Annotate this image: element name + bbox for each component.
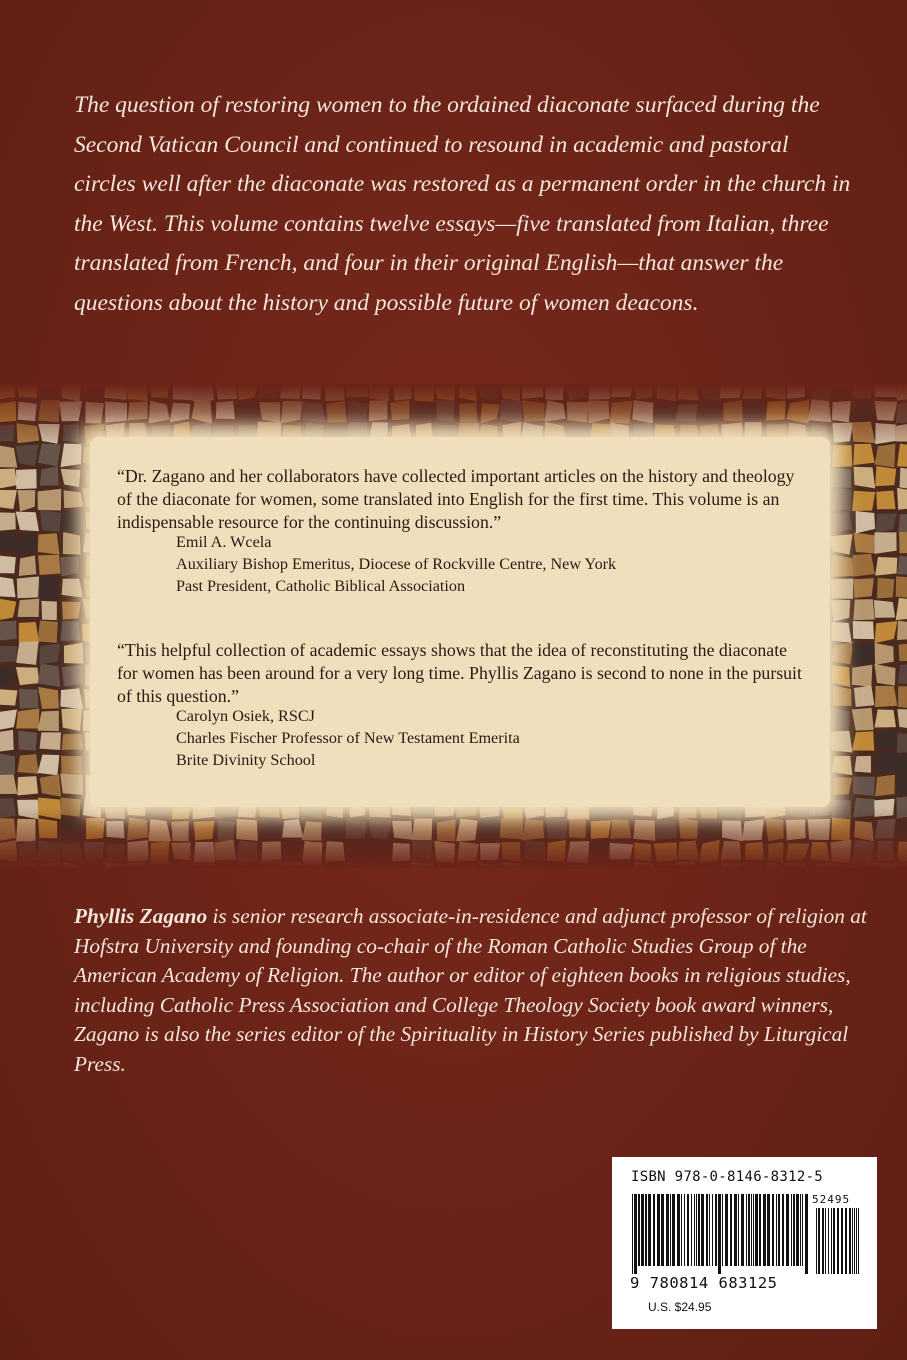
price-label: U.S. $24.95 [648,1300,712,1314]
barcode-digits: 9 780814 683125 [630,1274,778,1292]
author-name: Phyllis Zagano [74,904,208,928]
endorsement-quote-1: “Dr. Zagano and her collaborators have collected important articles on the history and theology of the diaconate for women, some translated into English for the first time. This volume is an indispensable resource for the continuing discussion.” [117,466,795,532]
barcode-addon-number: 52495 [812,1193,851,1206]
endorsement-attribution-1 [176,531,816,597]
endorser-title: Charles Fischer Professor of New Testament Emerita [176,729,520,747]
endorser-name: Emil A. Wcela [176,533,272,551]
endorsement-quote-2: “This helpful collection of academic essays shows that the idea of reconstituting the diaconate for women has been around for a very long time. Phyllis Zagano is second to none in the pursuit of this question.” [117,640,802,706]
endorser-title: Brite Divinity School [176,751,316,769]
author-bio [74,902,874,1080]
barcode-box [612,1157,877,1329]
endorsement-attribution-2 [176,705,816,771]
endorser-title: Auxiliary Bishop Emeritus, Diocese of Rockville Centre, New York [176,555,617,573]
intro-paragraph: The question of restoring women to the ordained diaconate surfaced during the Second Vatican Council and continued to resound in academic and pastoral circles well after the diaconate was restored as a permanent order in the church in the West. This volume contains twelve essays—five translated from Italian, three translated from French, and four in their original English—that answer the questions about the history and possible future of women deacons. [74,92,851,316]
endorser-title: Past President, Catholic Biblical Association [176,577,466,595]
author-bio-text: is senior research associate-in-residence and adjunct professor of religion at Hofstra University and founding co-chair of the Roman Catholic Studies Group of the American Academy of Religion. The author or editor of eighteen books in religious studies, including Catholic Press Association and College Theology Society book award winners, Zagano is also the series editor of the Spirituality in History Series published by Liturgical Press. [74,904,867,1076]
isbn-label: ISBN 978-0-8146-8312-5 [631,1169,824,1185]
endorser-name: Carolyn Osiek, RSCJ [176,707,315,725]
barcode-image [630,1194,862,1276]
